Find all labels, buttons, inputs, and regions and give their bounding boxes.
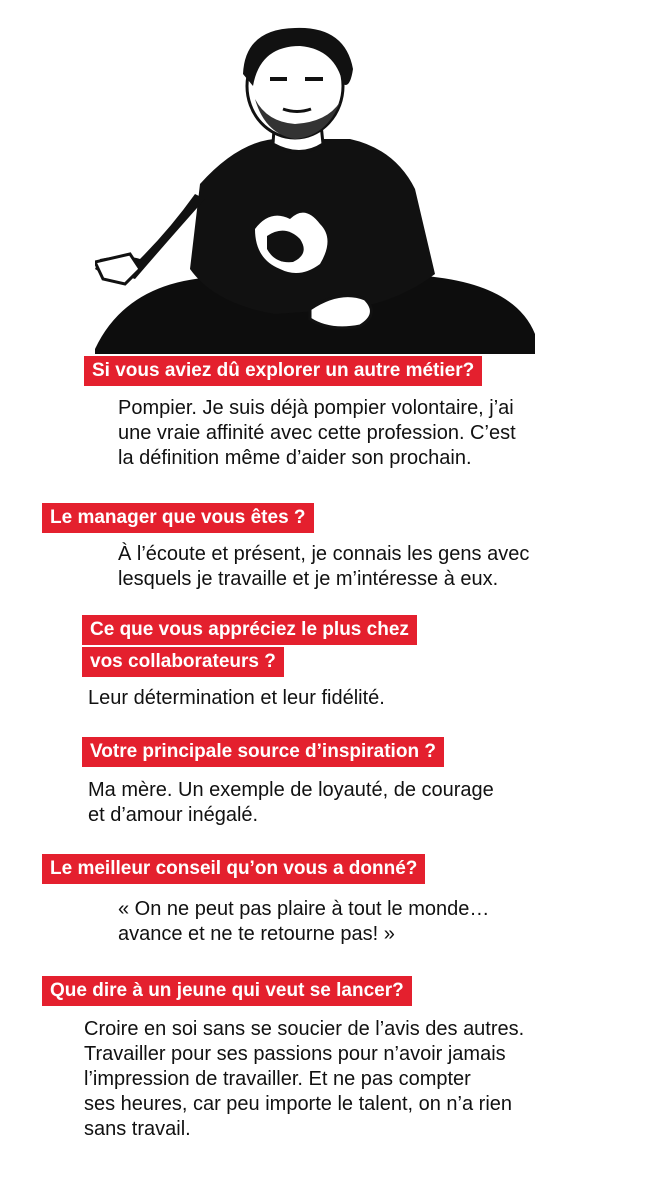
question-label: Si vous aviez dû explorer un autre métier?	[84, 356, 482, 386]
answer-1	[118, 396, 516, 471]
answer-5	[118, 897, 489, 947]
answer-line: Ma mère. Un exemple de loyauté, de courage	[88, 779, 494, 801]
answer-line: Leur détermination et leur fidélité.	[88, 687, 385, 709]
answer-line: sans travail.	[84, 1118, 191, 1140]
answer-line: la définition même d’aider son prochain.	[118, 447, 472, 469]
qa-item-3	[82, 615, 417, 677]
answer-line: l’impression de travailler. Et ne pas compter	[84, 1068, 471, 1090]
answer-line: Pompier. Je suis déjà pompier volontaire, j’ai	[118, 397, 514, 419]
answer-line: Travailler pour ses passions pour n’avoir jamais	[84, 1043, 506, 1065]
answer-4	[88, 778, 494, 828]
question-label: Votre principale source d’inspiration ?	[82, 737, 444, 767]
answer-line: et d’amour inégalé.	[88, 804, 259, 826]
portrait-photo	[95, 14, 535, 354]
question-label: Ce que vous appréciez le plus chez	[82, 615, 417, 645]
question-label: vos collaborateurs ?	[82, 647, 284, 677]
answer-3	[88, 686, 385, 711]
question-label: Le manager que vous êtes ?	[42, 503, 314, 533]
answer-line: « On ne peut pas plaire à tout le monde…	[118, 898, 490, 920]
answer-line: une vraie affinité avec cette profession. C’est	[118, 422, 516, 444]
qa-item-4	[82, 737, 444, 767]
qa-item-5	[42, 854, 425, 884]
qa-item-2	[42, 503, 314, 533]
answer-line: ses heures, car peu importe le talent, on n’a rien	[84, 1093, 513, 1115]
qa-item-6	[42, 976, 412, 1006]
question-label: Que dire à un jeune qui veut se lancer?	[42, 976, 412, 1006]
answer-line: À l’écoute et présent, je connais les gens avec	[118, 543, 530, 565]
answer-line: Croire en soi sans se soucier de l’avis des autres.	[84, 1018, 525, 1040]
answer-6	[84, 1017, 524, 1142]
qa-item-1	[84, 356, 482, 386]
question-label: Le meilleur conseil qu’on vous a donné?	[42, 854, 425, 884]
answer-line: lesquels je travaille et je m’intéresse à eux.	[118, 568, 499, 590]
answer-line: avance et ne te retourne pas! »	[118, 923, 395, 945]
answer-2	[118, 542, 529, 592]
